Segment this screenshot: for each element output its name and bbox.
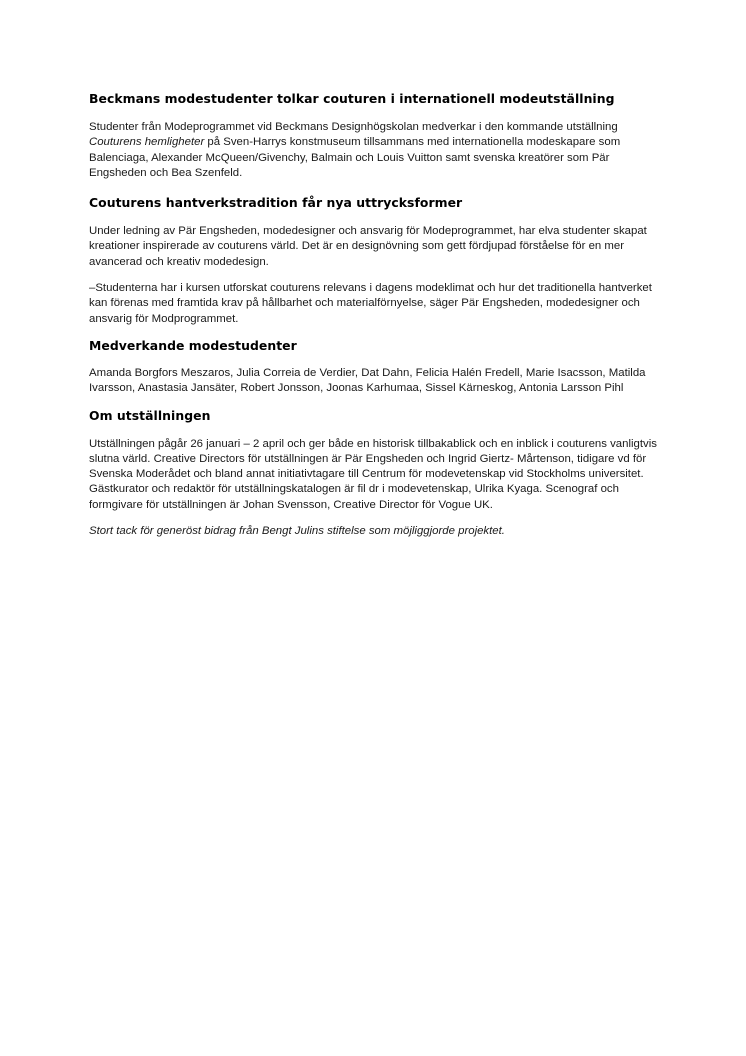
section-heading-students: Medverkande modestudenter [89, 337, 297, 353]
main-headline: Beckmans modestudenter tolkar couturen i internationell modeutställning [89, 91, 615, 106]
exhibition-title: Couturens hemligheter [89, 136, 205, 149]
intro-text-end: på Sven-Harrys konstmuseum tillsammans med internationella modeskapare som Balenciaga, Alexander McQueen/Givenchy, Balmain och Louis Vuitton samt svenska kreatörer som Pär Engsheden och Bea Szenfeld. [89, 136, 621, 179]
acknowledgement [89, 524, 661, 539]
intro-text-start: Studenter från Modeprogrammet vid Beckmans Designhögskolan medverkar i den kommande utställning [89, 121, 618, 133]
exhibition-paragraph: Utställningen pågår 26 januari – 2 april och ger både en historisk tillbakablick och en inblick i couturens vanligtvis slutna värld. Creative Directors för utställningen är Pär Engsheden och Ingrid Giertz- Mårtenson, tidigare vd för Svenska Moderådet och bland annat initiativtagare till Centrum för modevetenskap vid Stockholms universitet. Gästkurator och redaktör för utställningskatalogen är fil dr i modevetenskap, Ulrika Kyaga. Scenograf och formgivare för utställningen är Johan Svensson, Creative Director för Vogue UK. [89, 437, 657, 511]
section-heading-craft: Couturens hantverkstradition får nya uttrycksformer [89, 195, 463, 211]
students-list: Amanda Borgfors Meszaros, Julia Correia de Verdier, Dat Dahn, Felicia Halén Fredell, Marie Isacsson, Matilda Ivarsson, Anastasia Jansäter, Robert Jonsson, Joonas Karhumaa, Sissel Kärneskog, Antonia Larsson Pihl [89, 366, 646, 395]
intro-paragraph [89, 120, 661, 181]
craft-paragraph-1: Under ledning av Pär Engsheden, modedesigner och ansvarig för Modeprogrammet, har elva studenter skapat kreationer inspirerade av couturens värld. Det är en designövning som gett fördjupad förståelse för en mer avancerad och kreativ modedesign. [89, 225, 647, 268]
section-heading-exhibition: Om utställningen [89, 407, 211, 423]
press-release-document [89, 91, 661, 539]
acknowledgement-text: Stort tack för generöst bidrag från Bengt Julins stiftelse som möjliggjorde projektet. [89, 525, 505, 538]
craft-paragraph-quote: –Studenterna har i kursen utforskat couturens relevans i dagens modeklimat och hur det traditionella hantverket kan förenas med framtida krav på hållbarhet och materialförnyelse, säger Pär Engsheden, modedesigner och ansvarig för Modprogrammet. [89, 282, 652, 325]
